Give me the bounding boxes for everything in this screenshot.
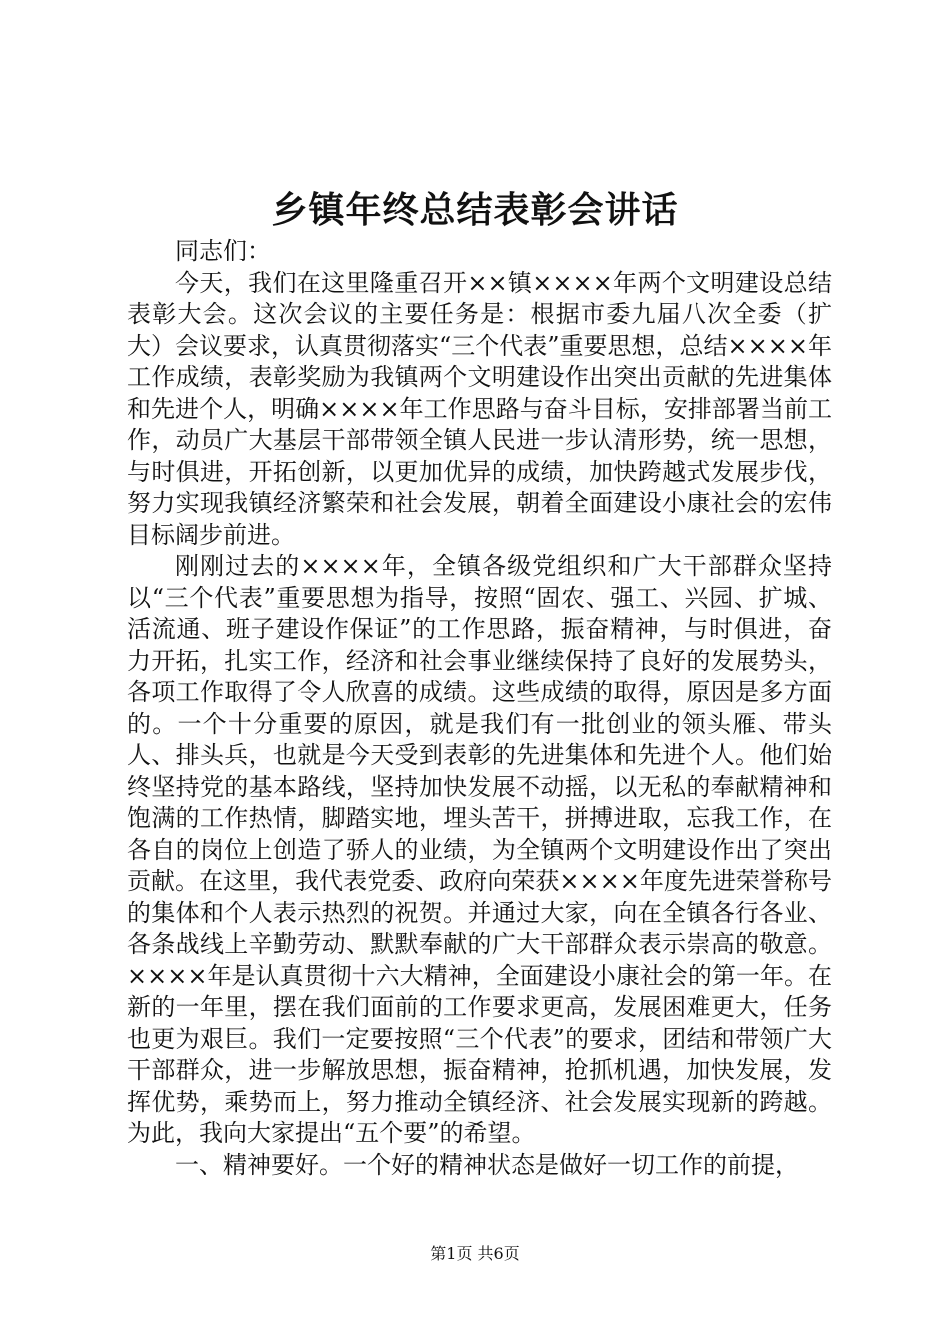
- body-paragraph: 一、精神要好。一个好的精神状态是做好一切工作的前提，: [175, 1150, 799, 1179]
- page-number-footer: 第1页 共6页: [430, 1244, 520, 1263]
- body-paragraph: 今天，我们在这里隆重召开××镇××××年两个文明建设总结表彰大会。这次会议的主要任务是：根据市委九届八次全委（扩大）会议要求，认真贯彻落实“三个代表”重要思想，总结××××年工作成绩，表彰奖励为我镇两个文明建设作出突出贡献的先进集体和先进个人，明确××××年工作思路与奋斗目标，安排部署当前工作，动员广大基层干部带领全镇人民进一步认清形势，统一思想，与时俱进，开拓创新，以更加优异的成绩，加快跨越式发展步伐，努力实现我镇经济繁荣和社会发展，朝着全面建设小康社会的宏伟目标阔步前进。: [127, 268, 832, 549]
- document-body: [127, 236, 832, 1181]
- body-paragraph: 刚刚过去的××××年，全镇各级党组织和广大干部群众坚持以“三个代表”重要思想为指导，按照“固农、强工、兴园、扩城、活流通、班子建设作保证”的工作思路，振奋精神，与时俱进，奋力开拓，扎实工作，经济和社会事业继续保持了良好的发展势头，各项工作取得了令人欣喜的成绩。这些成绩的取得，原因是多方面的。一个十分重要的原因，就是我们有一批创业的领头雁、带头人、排头兵，也就是今天受到表彰的先进集体和先进个人。他们始终坚持党的基本路线，坚持加快发展不动摇，以无私的奉献精神和饱满的工作热情，脚踏实地，埋头苦干，拼搏进取，忘我工作，在各自的岗位上创造了骄人的业绩，为全镇两个文明建设作出了突出贡献。在这里，我代表党委、政府向荣获××××年度先进荣誉称号的集体和个人表示热烈的祝贺。并通过大家，向在全镇各行各业、各条战线上辛勤劳动、默默奉献的广大干部群众表示崇高的敬意。××××年是认真贯彻十六大精神，全面建设小康社会的第一年。在新的一年里，摆在我们面前的工作要求更高，发展困难更大，任务也更为艰巨。我们一定要按照“三个代表”的要求，团结和带领广大干部群众，进一步解放思想，振奋精神，抢抓机遇，加快发展，发挥优势，乘势而上，努力推动全镇经济、社会发展实现新的跨越。为此，我向大家提出“五个要”的希望。: [127, 552, 832, 1147]
- document-title: 乡镇年终总结表彰会讲话: [271, 189, 679, 231]
- salutation-paragraph: 同志们：: [175, 237, 271, 265]
